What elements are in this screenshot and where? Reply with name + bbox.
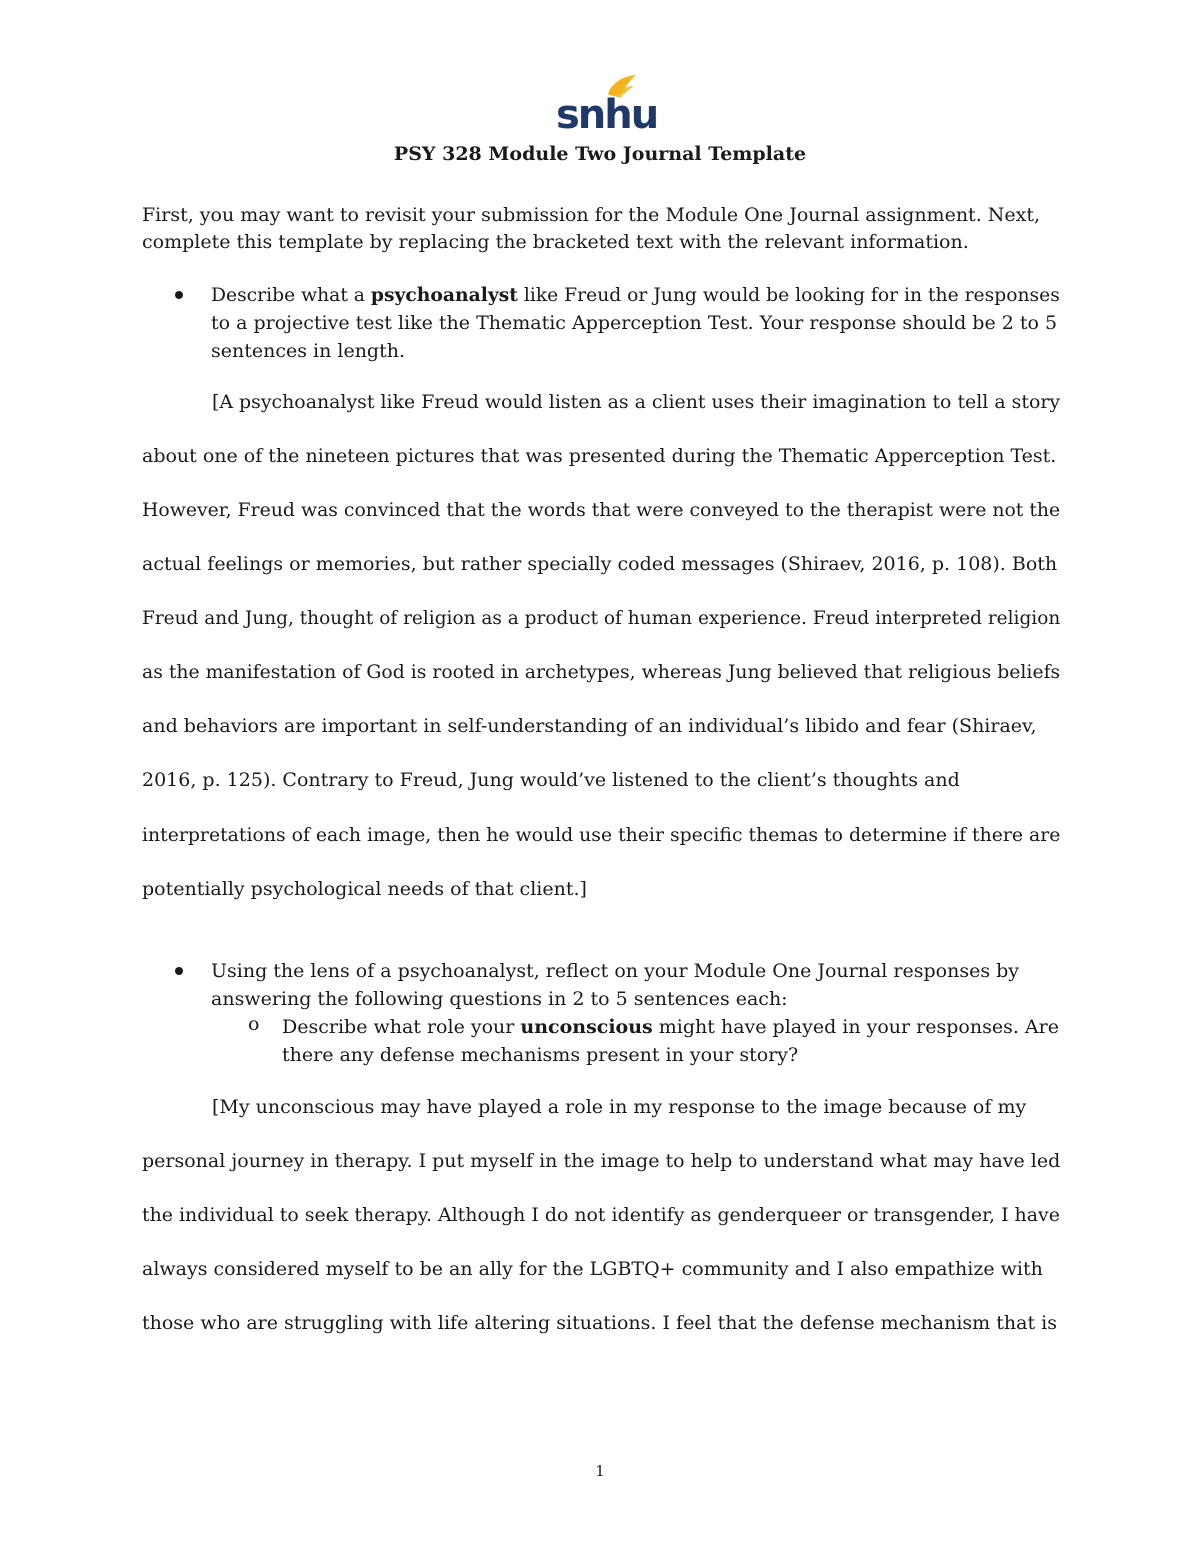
page-title: PSY 328 Module Two Journal Template [393,143,807,165]
bullet1-line-2: to a projective test like the Thematic Apperception Test. Your response should be 2 to 5 [211,312,1058,334]
answer2-line: the individual to seek therapy. Although I do not identify as genderqueer or transgender, I have [142,1204,1060,1226]
sub1-bold-term: unconscious [520,1016,653,1038]
answer2-line: personal journey in therapy. I put myself in the image to help to understand what may have led [142,1150,1061,1172]
bullet2-line-1: Using the lens of a psychoanalyst, reflect on your Module One Journal responses by [211,960,1020,982]
page-number: 1 [595,1462,605,1480]
answer1-line: [A psychoanalyst like Freud would listen as a client uses their imagination to tell a story [212,391,1061,413]
answer1-line: and behaviors are important in self-understanding of an individual’s libido and fear (Shiraev, [142,715,1037,737]
bullet2-line-2: answering the following questions in 2 to 5 sentences each: [211,988,788,1010]
bullet-icon [175,291,183,299]
sub1-line-1 [282,1013,1059,1041]
answer1-line: actual feelings or memories, but rather specially coded messages (Shiraev, 2016, p. 108). Both [142,553,1058,575]
answer1-line: potentially psychological needs of that client.] [142,878,587,900]
sub-bullet-marker: o [248,1013,260,1035]
answer1-line: However, Freud was convinced that the words that were conveyed to the therapist were not the [142,499,1061,521]
answer1-line: about one of the nineteen pictures that was presented during the Thematic Apperception Test. [142,445,1057,467]
answer1-line: as the manifestation of God is rooted in archetypes, whereas Jung believed that religious beliefs [142,661,1061,683]
intro-line-2: complete this template by replacing the bracketed text with the relevant information. [142,231,969,253]
bullet1-bold-term: psychoanalyst [370,284,518,306]
answer2-line: [My unconscious may have played a role in my response to the image because of my [212,1096,1027,1118]
answer2-line: always considered myself to be an ally for the LGBTQ+ community and I also empathize with [142,1258,1043,1280]
sub1-text-post: might have played in your responses. Are [652,1016,1059,1038]
snhu-logo [552,72,658,138]
bullet1-line-1 [211,281,1060,309]
intro-line-1: First, you may want to revisit your submission for the Module One Journal assignment. Next, [142,204,1041,226]
bullet-icon [175,967,183,975]
bullet1-text-pre: Describe what a [211,284,371,306]
answer1-line: 2016, p. 125). Contrary to Freud, Jung would’ve listened to the client’s thoughts and [142,769,960,791]
sub1-text-pre: Describe what role your [282,1016,521,1038]
answer2-line: those who are struggling with life altering situations. I feel that the defense mechanism that is [142,1312,1057,1334]
bullet1-text-post: like Freud or Jung would be looking for in the responses [517,284,1060,306]
bullet1-line-3: sentences in length. [211,340,406,362]
answer1-line: interpretations of each image, then he would use their specific themas to determine if there are [142,824,1061,846]
svg-text:snhu: snhu [556,92,658,138]
sub1-line-2: there any defense mechanisms present in your story? [282,1044,799,1066]
answer1-line: Freud and Jung, thought of religion as a product of human experience. Freud interpreted religion [142,607,1061,629]
